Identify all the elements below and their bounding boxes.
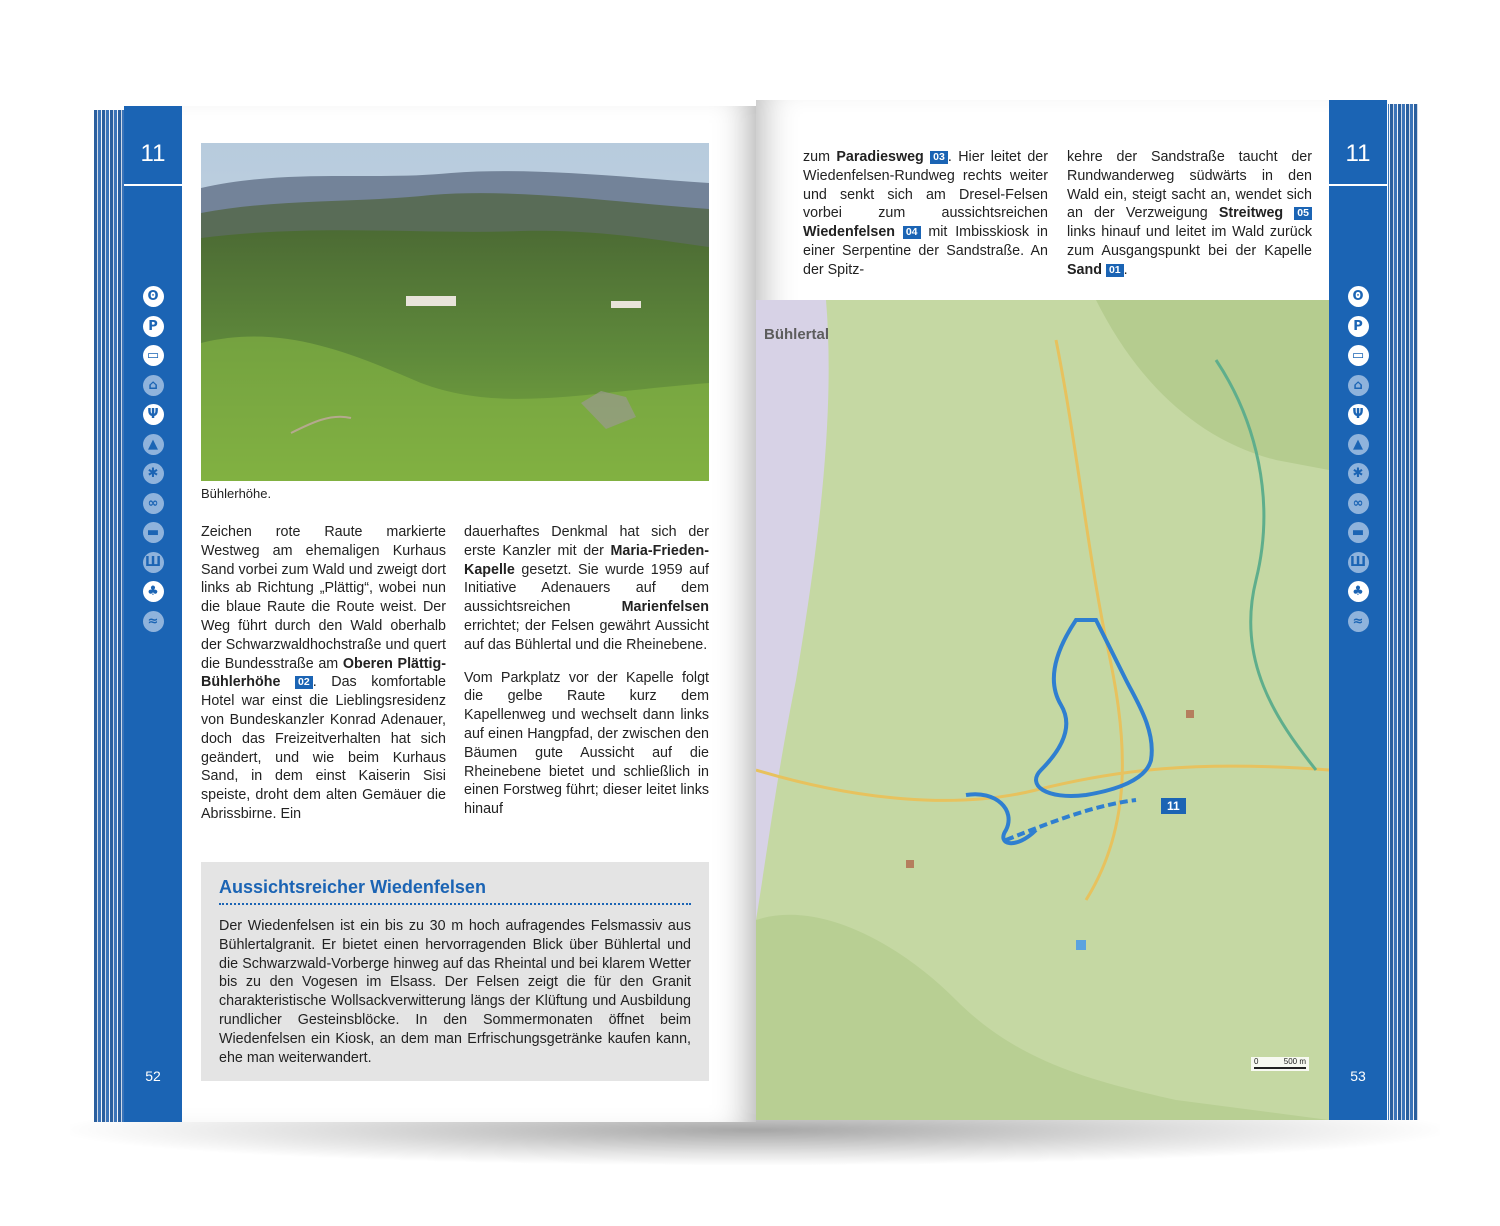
right-tour-sidebar [1329,100,1387,1120]
bicycle-icon: ∞ [143,493,164,514]
bed-icon: ▬ [1348,522,1369,543]
summit-icon: ▲ [143,434,164,455]
waypoint-badge: 05 [1294,207,1312,220]
info-box-rule [219,903,691,905]
scale-start: 0 [1254,1057,1259,1066]
scale-line [1254,1067,1306,1069]
bus-icon: ▭ [143,345,164,366]
tree-icon: ♣ [143,581,164,602]
scale-end: 500 m [1283,1057,1306,1066]
body-text: errichtet; der Felsen gewährt Aussicht auf das Bühlertal und die Rheinebene. [464,617,709,653]
waypoint-badge: 02 [295,676,313,689]
info-box [201,862,709,1081]
swimming-icon: ≈ [1348,611,1369,632]
waypoint-badge: 04 [903,226,921,239]
body-text: . Hier leitet der Wiedenfelsen-Rundweg rechts weiter und senkt sich am Dresel-Felsen vorbei zum aussichtsreichen [803,149,1048,222]
place-name-bold: Streitweg [1218,205,1284,222]
tree-icon: ♣ [1348,581,1369,602]
left-text-column-2 [464,523,709,833]
right-tour-number: 11 [1345,140,1371,167]
map-scale-bar [1251,1057,1309,1071]
restaurant-icon: Ψ [1348,404,1369,425]
place-name-bold: Sand [1067,261,1102,278]
parking-icon: P [143,316,164,337]
bicycle-icon: ∞ [1348,493,1369,514]
place-name-bold: Paradiesweg [836,149,924,165]
swimming-icon: ≈ [143,611,164,632]
parking-icon: P [1348,316,1369,337]
left-tour-divider [124,184,182,186]
right-tour-divider [1329,184,1387,186]
waypoint-badge: 03 [930,151,948,164]
info-box-title: Aussichtsreicher Wiedenfelsen [219,877,486,897]
left-category-icons [124,286,182,640]
snowflake-icon: ✱ [143,463,164,484]
photo-caption: Bühlerhöhe. [201,486,272,501]
summit-icon: ▲ [1348,434,1369,455]
body-text: gesetzt. Sie wurde 1959 auf Initiative Adenauers auf dem aussichtsreichen [464,561,709,616]
right-text-column-1 [803,148,1048,294]
body-text: dauerhaftes Denkmal hat sich der erste Kanzler mit der [464,524,709,559]
body-text: . Das komfortable Hotel war einst die Lieblingsresidenz von Bundeskanzler Konrad Adenauer, doch das Freizeitverhalten hat sich geändert, und wie beim Kurhaus Sand, in dem einst Kaiserin Sisi speiste, droht dem alten Gemäuer die Abrissbirne. Ein [201,674,446,822]
place-name-bold: Maria-Frieden-Kapelle [464,542,709,578]
cable-car-icon: ⌂ [143,375,164,396]
right-page-number: 53 [1350,1068,1366,1084]
bus-icon: ▭ [1348,345,1369,366]
bear-icon: ʘ [143,286,164,307]
body-paragraph: Vom Parkplatz vor der Kapelle folgt die gelbe Raute kurz dem Kapellenweg und wechselt dann links auf einen Hangpfad, der zwischen den Bäumen gute Aussicht auf die Rheinebene bietet und schließlich in einen Forstweg führt; dieser leitet links hinauf [464,669,709,818]
waypoint-badge: 01 [1106,264,1124,277]
museum-icon: Ш [1348,552,1369,573]
place-name-bold: Oberen Plättig-Bühlerhöhe [201,655,446,691]
left-page-edges [94,110,128,1122]
body-text: Zeichen rote Raute markierte Westweg am ehemaligen Kurhaus Sand vorbei zum Wald und zweigt dort links ab Richtung „Plättig“, wobei nun die blaue Raute die Route weist. Der Weg führt durch den Wald oberhalb der Schwarzwaldhochstraße und quert die Bundesstraße am [201,524,446,672]
right-text-column-2 [1067,148,1312,294]
body-text: mit Imbisskiosk in einer Serpentine der Sandstraße. An der Spitz- [803,224,1048,278]
cable-car-icon: ⌂ [1348,375,1369,396]
snowflake-icon: ✱ [1348,463,1369,484]
left-tour-number: 11 [140,140,166,167]
map-place-label: Bühlertal [764,326,830,343]
museum-icon: Ш [143,552,164,573]
route-map [756,300,1329,1120]
map-tour-badge: 11 [1161,798,1186,814]
body-text: zum [803,149,837,165]
bear-icon: ʘ [1348,286,1369,307]
place-name-bold: Wiedenfelsen [803,224,896,241]
bed-icon: ▬ [143,522,164,543]
left-tour-sidebar [124,106,182,1122]
body-text: links hinauf und leitet im Wald zurück zum Ausgangspunkt bei der Kapelle [1067,224,1312,259]
place-name-bold: Marienfelsen [621,599,709,616]
body-text: . [1123,261,1128,278]
left-text-column-1 [201,523,446,838]
restaurant-icon: Ψ [143,404,164,425]
info-box-text: Der Wiedenfelsen ist ein bis zu 30 m hoch aufragendes Felsmassiv aus Bühlertalgranit. Er bietet einen hervorragenden Blick über Bühlertal und die Schwarzwald-Vorberge hinweg auf das Rheintal und bei klarem Wetter bis zu den Vogesen im Elsass. Der Felsen zeigt die für den Granit charakteristische Wollsackverwitterung längs der Klüftung und Ausbildung rundlicher Gesteinsblöcke. In den Sommermonaten öffnet beim Wiedenfelsen ein Kiosk, an dem man Erfrischungsgetränke kaufen kann, ehe man weiterwandert. [219,918,691,1066]
body-text: kehre der Sandstraße taucht der Rundwanderweg südwärts in den Wald ein, steigt sacht an, wendet sich an der Verzweigung [1067,149,1312,222]
landscape-photo [201,143,709,481]
left-page-number: 52 [145,1068,161,1084]
right-category-icons [1329,286,1387,640]
